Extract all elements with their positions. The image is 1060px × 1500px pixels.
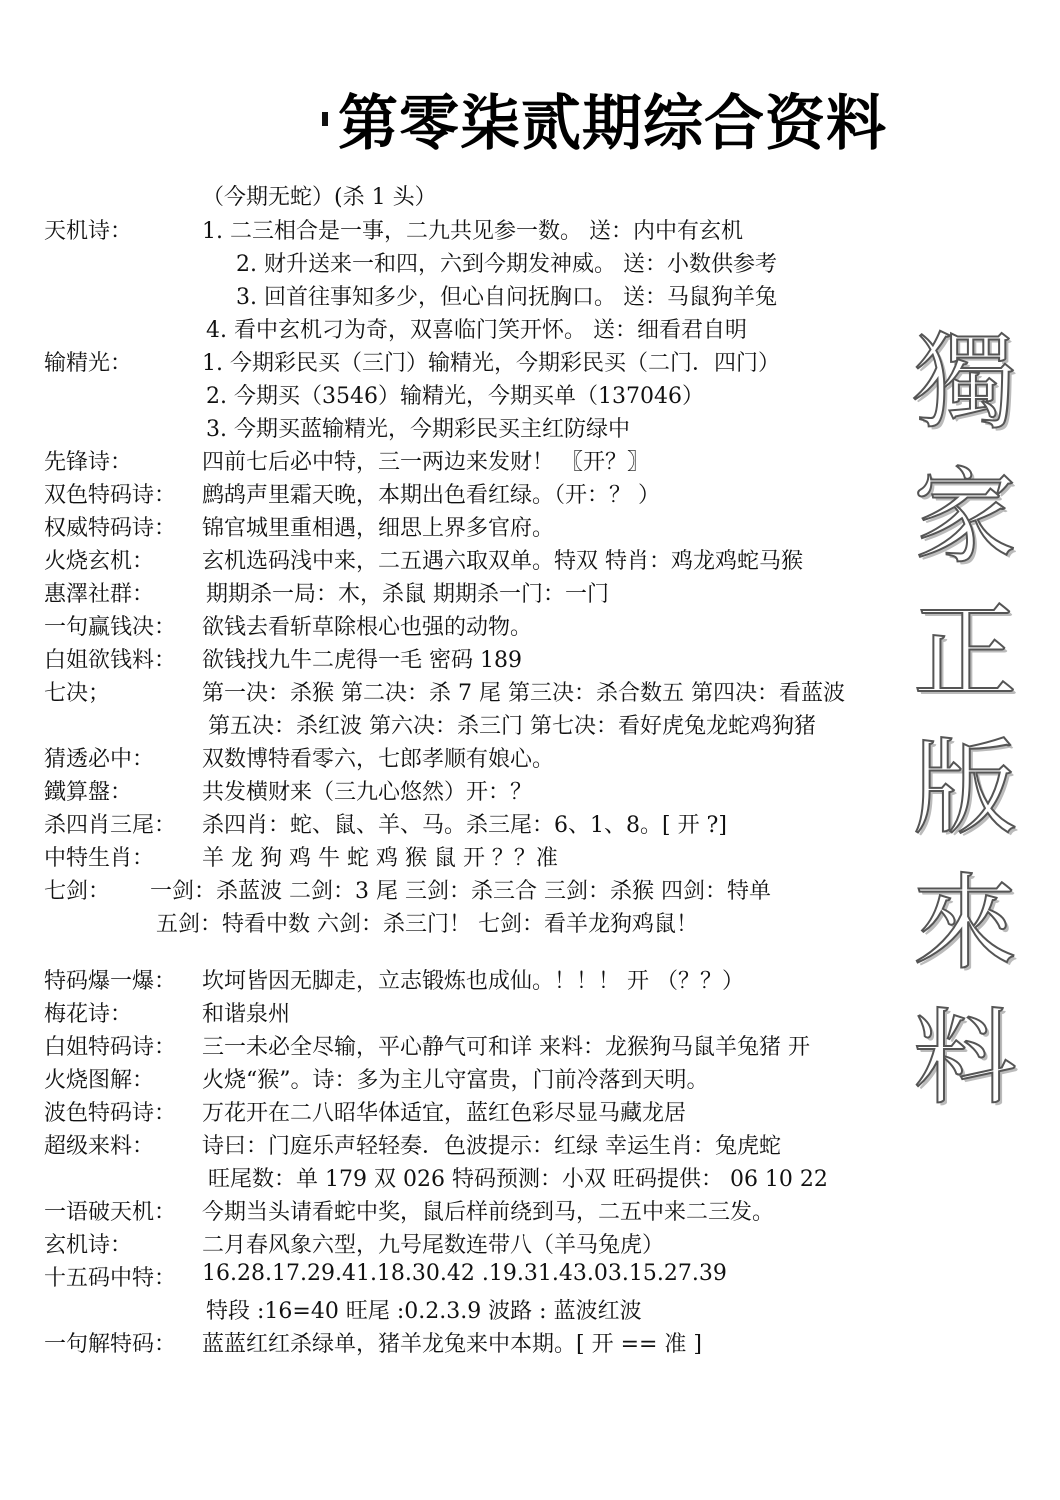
row-text: 2. 财升送来一和四，六到今期发神威。 送：小数供参考 (236, 252, 777, 277)
watermark-char: 版 (912, 726, 1017, 849)
row-text: 玄机选码浅中来，二五遇六取双单。特双 特肖：鸡龙鸡蛇马猴 (202, 549, 803, 574)
row-text: 第一决：杀猴 第二决：杀 7 尾 第三决：杀合数五 第四决：看蓝波 (202, 681, 845, 706)
row-text: 特段 :16=40 旺尾 :0.2.3.9 波路 : 蓝波红波 (206, 1299, 642, 1324)
info-row (0, 672, 1060, 705)
info-row (0, 837, 1060, 870)
row-text: 2. 今期买（3546）输精光，今期买单（137046） (206, 384, 704, 409)
row-label: 猜透必中： (44, 747, 155, 772)
row-text: 4. 看中玄机刁为奇，双喜临门笑开怀。 送：细看君自明 (206, 318, 747, 343)
info-row (0, 639, 1060, 672)
watermark-char: 獨 (912, 321, 1017, 443)
row-text: 第五决：杀红波 第六决：杀三门 第七决：看好虎兔龙蛇鸡狗猪 (208, 714, 816, 739)
info-row (0, 1059, 1060, 1092)
row-label: 火烧玄机： (44, 549, 155, 574)
info-row (0, 507, 1060, 540)
title-edge-mark (322, 112, 328, 126)
info-row (0, 804, 1060, 837)
info-row (0, 705, 1060, 738)
row-label: 双色特码诗： (44, 483, 177, 508)
row-label: 杀四肖三尾： (44, 813, 177, 838)
info-row (0, 573, 1060, 606)
row-text: 1. 二三相合是一事，二九共见参一数。 送：内中有玄机 (202, 219, 743, 244)
info-row (0, 738, 1060, 771)
row-text: 羊 龙 狗 鸡 牛 蛇 鸡 猴 鼠 开 ？？准 (202, 846, 558, 871)
row-label: 七决； (44, 681, 111, 706)
info-row (0, 408, 1060, 441)
info-row (0, 1158, 1060, 1191)
info-row (0, 1125, 1060, 1158)
row-label: 超级来料： (44, 1134, 155, 1159)
row-label: 玄机诗： (44, 1233, 133, 1258)
spacer (0, 936, 1060, 960)
row-text: 二月春风象六型，九号尾数连带八（羊马兔虎） (202, 1233, 665, 1258)
row-text: 万花开在二八昭华体适宜，蓝红色彩尽显马藏龙居 (202, 1101, 687, 1126)
row-label: 白姐特码诗： (44, 1035, 177, 1060)
row-text: 16.28.17.29.41.18.30.42 .19.31.43.03.15.27.39 (202, 1261, 727, 1286)
info-row (0, 474, 1060, 507)
row-text: 坎坷皆因无脚走，立志锻炼也成仙。！！！ 开 （？？） (202, 969, 744, 994)
info-row (0, 606, 1060, 639)
row-text: 鹧鸪声里霜天晚，本期出色看红绿。（开：？ ） (202, 483, 660, 508)
row-label: 七剑： (44, 879, 111, 904)
info-row (0, 771, 1060, 804)
info-row (0, 1092, 1060, 1125)
row-text: 共发横财来（三九心悠然）开：？ (202, 780, 533, 805)
subtitle: （今期无蛇）(杀 1 头） (202, 185, 437, 210)
info-row (0, 276, 1060, 309)
row-text: 三一未必全尽输，平心静气可和详 来料：龙猴狗马鼠羊兔猪 开 (202, 1035, 810, 1060)
row-text: 欲钱去看斩草除根心也强的动物。 (202, 615, 533, 640)
watermark-char: 料 (912, 996, 1017, 1119)
row-label: 天机诗： (44, 219, 133, 244)
info-row (0, 1224, 1060, 1257)
row-text: 五剑：特看中数 六剑：杀三门！ 七剑：看羊龙狗鸡鼠！ (156, 912, 698, 937)
row-label: 中特生肖： (44, 846, 155, 871)
row-label: 鐵算盤： (44, 780, 133, 805)
row-label: 梅花诗： (44, 1002, 133, 1027)
row-text: 蓝蓝红红杀绿单，猪羊龙兔来中本期。[ 开 == 准 ] (202, 1332, 703, 1357)
row-text: 一剑：杀蓝波 二剑：3 尾 三剑：杀三合 三剑：杀猴 四剑：特单 (150, 879, 771, 904)
content-list (0, 210, 1060, 1356)
row-text: 双数博特看零六，七郎孝顺有娘心。 (202, 747, 555, 772)
info-row (0, 960, 1060, 993)
watermark-char: 來 (912, 861, 1017, 984)
info-row (0, 243, 1060, 276)
info-row (0, 441, 1060, 474)
row-text: 火烧“猴”。诗：多为主儿守富贵，门前冷落到天明。 (202, 1068, 709, 1093)
row-label: 一句赢钱决： (44, 615, 177, 640)
row-label: 输精光： (44, 351, 133, 376)
row-text: 和谐泉州 (202, 1002, 291, 1027)
row-label: 一句解特码： (44, 1332, 177, 1357)
row-label: 一语破天机： (44, 1200, 177, 1225)
row-label: 十五码中特： (44, 1266, 177, 1291)
info-row (0, 375, 1060, 408)
row-text: 锦官城里重相遇，细思上界多官府。 (202, 516, 555, 541)
row-text: 3. 回首往事知多少，但心自问抚胸口。 送：马鼠狗羊兔 (236, 285, 777, 310)
row-label: 火烧图解： (44, 1068, 155, 1093)
info-row (0, 903, 1060, 936)
info-row (0, 309, 1060, 342)
info-row (0, 870, 1060, 903)
row-label: 白姐欲钱料： (44, 648, 177, 673)
row-label: 先锋诗： (44, 450, 133, 475)
info-row (0, 1323, 1060, 1356)
row-text: 欲钱找九牛二虎得一毛 密码 189 (202, 648, 522, 673)
watermark-char: 正 (912, 591, 1017, 714)
row-text: 3. 今期买蓝输精光，今期彩民买主红防绿中 (206, 417, 630, 442)
row-label: 惠澤社群： (44, 582, 155, 607)
info-row (0, 1026, 1060, 1059)
info-row (0, 1257, 1060, 1290)
info-row (0, 993, 1060, 1026)
row-label: 权威特码诗： (44, 516, 177, 541)
info-row (0, 342, 1060, 375)
row-label: 波色特码诗： (44, 1101, 177, 1126)
row-text: 今期当头请看蛇中奖，鼠后样前绕到马，二五中来二三发。 (202, 1200, 775, 1225)
row-text: 诗曰：门庭乐声轻轻奏．色波提示：红绿 幸运生肖：兔虎蛇 (202, 1134, 781, 1159)
row-text: 1. 今期彩民买（三门）输精光，今期彩民买（二门．四门） (202, 351, 780, 376)
row-text: 期期杀一局：木，杀鼠 期期杀一门：一门 (206, 582, 609, 607)
row-text: 杀四肖：蛇、鼠、羊、马。杀三尾：6、1、8。[ 开 ?] (202, 813, 727, 838)
info-row (0, 540, 1060, 573)
row-text: 四前七后必中特，三一两边来发财！ 〖开？〗 (202, 450, 649, 475)
watermark-char: 家 (912, 456, 1017, 579)
page-title: 第零柒贰期综合资料 (338, 89, 887, 159)
info-row (0, 1290, 1060, 1323)
info-row (0, 210, 1060, 243)
info-row (0, 1191, 1060, 1224)
row-text: 旺尾数：单 179 双 026 特码预测：小双 旺码提供： 06 10 22 (208, 1167, 828, 1192)
row-label: 特码爆一爆： (44, 969, 177, 994)
